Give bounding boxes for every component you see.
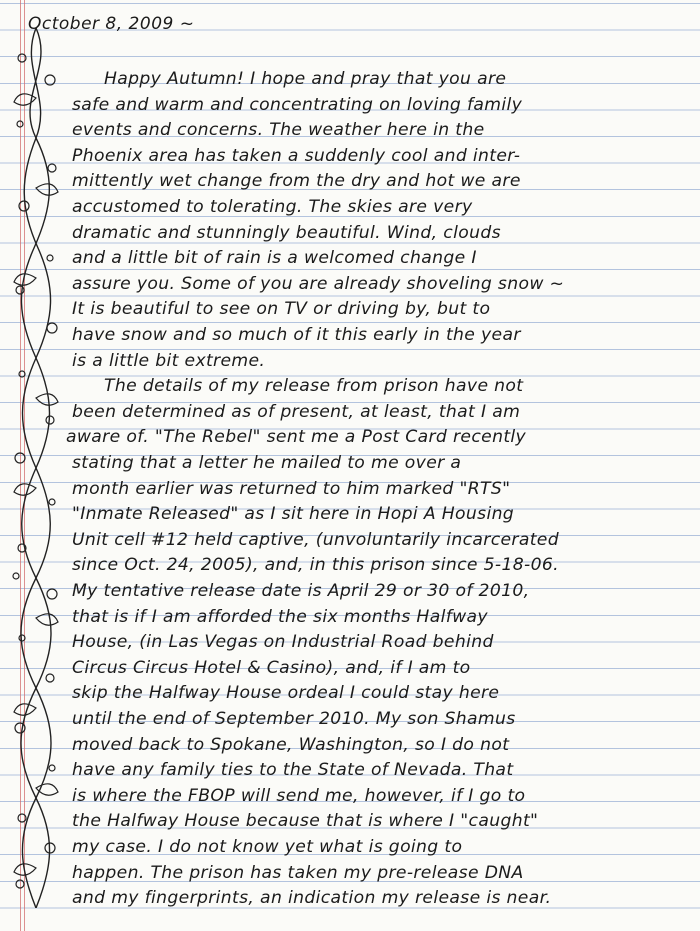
- letter-line: House, (in Las Vegas on Industrial Road behind: [72, 632, 494, 653]
- letter-line: have snow and so much of it this early in the year: [72, 325, 521, 345]
- letter-line: is a little bit extreme.: [72, 350, 266, 371]
- letter-line: and a little bit of rain is a welcomed change I: [72, 248, 477, 269]
- letter-line: The details of my release from prison have not: [104, 376, 524, 397]
- letter-line: moved back to Spokane, Washington, so I do not: [72, 734, 510, 755]
- letter-line: since Oct. 24, 2005), and, in this prison since 5-18-06.: [72, 555, 559, 576]
- letter-line: that is if I am afforded the six months Halfway: [72, 606, 488, 627]
- letter-line: events and concerns. The weather here in the: [72, 120, 485, 141]
- letter-line: and my fingerprints, an indication my release is near.: [72, 888, 552, 909]
- letter-line: dramatic and stunningly beautiful. Wind, clouds: [72, 222, 501, 243]
- letter-line: aware of. "The Rebel" sent me a Post Card recently: [66, 427, 527, 448]
- letter-line: stating that a letter he mailed to me over a: [72, 453, 462, 473]
- letter-line: assure you. Some of you are already shoveling snow ~: [72, 273, 565, 294]
- letter-line: Phoenix area has taken a suddenly cool and inter-: [72, 145, 521, 166]
- letter-line: Circus Circus Hotel & Casino), and, if I am to: [72, 657, 471, 678]
- letter-line: My tentative release date is April 29 or 30 of 2010,: [72, 581, 530, 601]
- letter-line: skip the Halfway House ordeal I could stay here: [72, 683, 500, 704]
- letter-line: Happy Autumn! I hope and pray that you are: [104, 69, 507, 89]
- vine-doodle-illustration: [6, 28, 68, 908]
- letter-line: happen. The prison has taken my pre-release DNA: [72, 862, 524, 883]
- letter-line: accustomed to tolerating. The skies are very: [72, 197, 473, 217]
- letter-line: "Inmate Released" as I sit here in Hopi A Housing: [72, 504, 515, 525]
- letter-line: Unit cell #12 held captive, (unvoluntarily incarcerated: [72, 529, 559, 550]
- letter-line: been determined as of present, at least, that I am: [72, 401, 521, 422]
- letter-line: mittently wet change from the dry and hot we are: [72, 171, 521, 192]
- letter-line: until the end of September 2010. My son Shamus: [72, 709, 516, 729]
- letter-line: have any family ties to the State of Nevada. That: [72, 760, 514, 781]
- letter-line: is where the FBOP will send me, however, if I go to: [72, 785, 526, 806]
- letter-line: the Halfway House because that is where I "caught": [72, 811, 539, 832]
- letter-date: October 8, 2009 ~: [28, 14, 195, 34]
- letter-line: It is beautiful to see on TV or driving by, but to: [72, 299, 491, 320]
- letter-line: safe and warm and concentrating on loving family: [72, 94, 523, 115]
- letter-line: month earlier was returned to him marked "RTS": [72, 478, 511, 499]
- letter-line: my case. I do not know yet what is going to: [72, 837, 463, 857]
